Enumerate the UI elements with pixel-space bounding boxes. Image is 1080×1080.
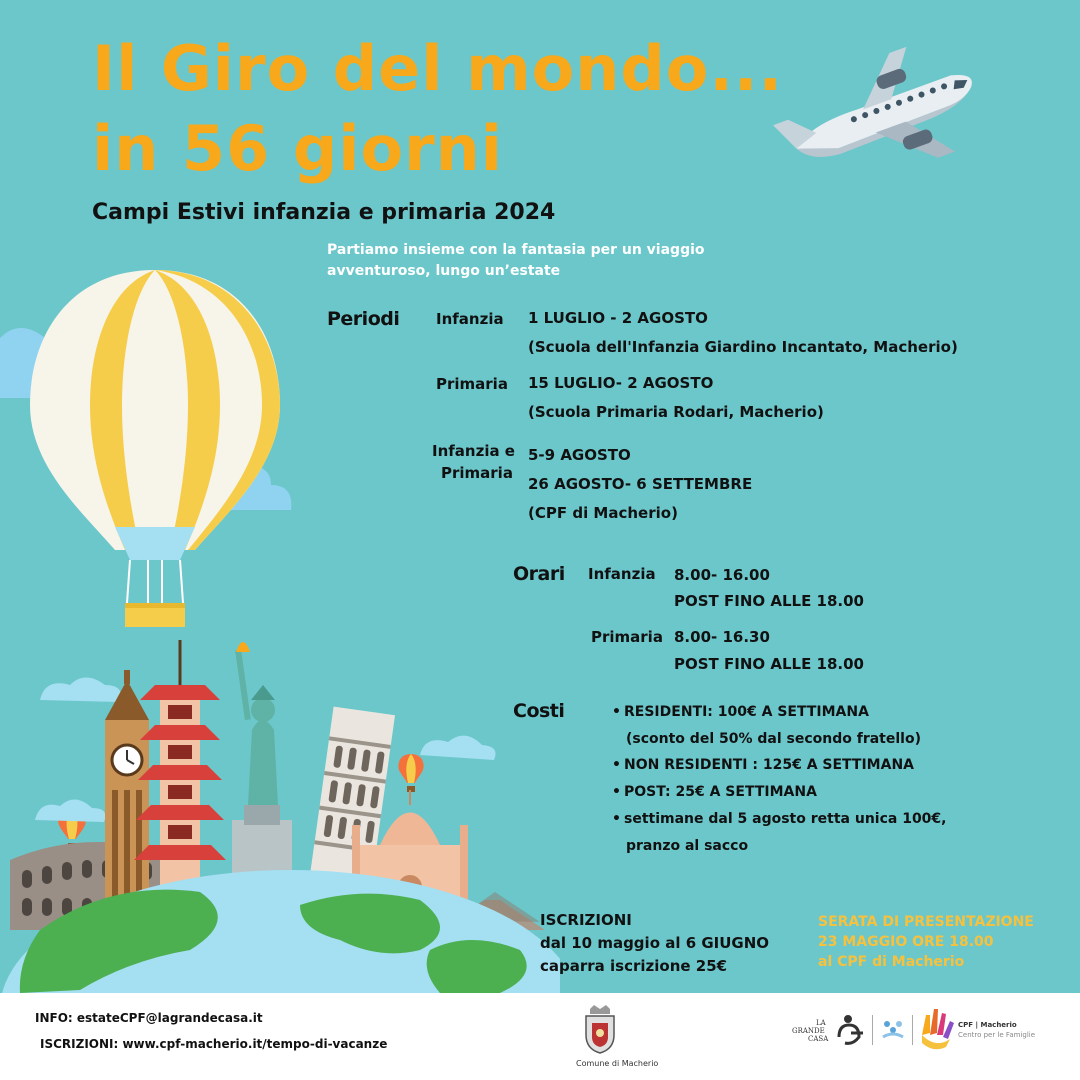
orari-primaria-label: Primaria	[591, 628, 663, 646]
periodi-entrambi-label-1: Infanzia e	[432, 442, 515, 460]
hot-air-balloon-illustration	[30, 265, 280, 645]
periodi-heading: Periodi	[327, 308, 400, 330]
serata-date: 23 MAGGIO ORE 18.00	[818, 934, 994, 950]
costi-heading: Costi	[513, 700, 565, 722]
family-dots-icon	[880, 1017, 906, 1043]
orari-infanzia-label: Infanzia	[588, 565, 656, 583]
footer-info-email[interactable]: INFO: estateCPF@lagrandecasa.it	[35, 1011, 263, 1025]
periodi-primaria-place: (Scuola Primaria Rodari, Macherio)	[528, 403, 824, 421]
intro-line-1: Partiamo insieme con la fantasia per un viaggio	[327, 242, 705, 258]
costi-item-settimane	[612, 810, 947, 828]
periodi-primaria-dates: 15 LUGLIO- 2 AGOSTO	[528, 374, 714, 392]
world-landmarks-illustration	[0, 630, 560, 993]
iscrizioni-dates: dal 10 maggio al 6 GIUGNO	[540, 934, 770, 952]
costi-item-sconto: (sconto del 50% dal secondo fratello)	[626, 731, 921, 747]
costi-item-text: RESIDENTI: 100€ A SETTIMANA	[624, 704, 869, 720]
costi-item-residenti	[612, 703, 869, 721]
comune-label: Comune di Macherio	[576, 1059, 659, 1068]
bullet-icon: •	[612, 757, 621, 773]
lgc-logo-text-3: CASA	[808, 1035, 829, 1043]
periodi-primaria-label: Primaria	[436, 375, 508, 393]
title-line-1: Il Giro del mondo...	[92, 32, 784, 105]
periodi-entrambi-label-2: Primaria	[441, 464, 513, 482]
cpf-logo-title: CPF | Macherio	[958, 1021, 1017, 1029]
costi-item-text: settimane dal 5 agosto retta unica 100€,	[624, 811, 947, 827]
bullet-icon: •	[612, 704, 621, 720]
bullet-icon: •	[612, 811, 621, 827]
costi-item-text: NON RESIDENTI : 125€ A SETTIMANA	[624, 757, 914, 773]
airplane-illustration	[770, 40, 990, 190]
cpf-logo-subtitle: Centro per le Famiglie	[958, 1031, 1036, 1039]
costi-item-post	[612, 783, 817, 801]
periodi-entrambi-dates-1: 5-9 AGOSTO	[528, 446, 631, 464]
logo-divider-2	[912, 1015, 913, 1045]
subtitle: Campi Estivi infanzia e primaria 2024	[92, 200, 556, 225]
orari-infanzia-hours: 8.00- 16.00	[674, 566, 770, 584]
lgc-logo-text-2: GRANDE	[792, 1027, 825, 1035]
costi-item-non-residenti	[612, 756, 914, 774]
serata-title: SERATA DI PRESENTAZIONE	[818, 914, 1034, 930]
periodi-infanzia-dates: 1 LUGLIO - 2 AGOSTO	[528, 309, 708, 327]
orari-primaria-hours: 8.00- 16.30	[674, 628, 770, 646]
comune-crest-icon	[578, 1005, 622, 1055]
orari-primaria-post: POST FINO ALLE 18.00	[674, 655, 864, 673]
intro-text	[327, 240, 747, 282]
iscrizioni-title: ISCRIZIONI	[540, 911, 632, 929]
costi-item-pranzo: pranzo al sacco	[626, 838, 749, 854]
bullet-icon: •	[612, 784, 621, 800]
la-grande-casa-logo-icon	[835, 1011, 867, 1047]
periodi-infanzia-place: (Scuola dell'Infanzia Giardino Incantato, Macherio)	[528, 338, 958, 356]
periodi-entrambi-place: (CPF di Macherio)	[528, 504, 678, 522]
periodi-entrambi-dates-2: 26 AGOSTO- 6 SETTEMBRE	[528, 475, 753, 493]
iscrizioni-caparra: caparra iscrizione 25€	[540, 957, 728, 975]
orari-infanzia-post: POST FINO ALLE 18.00	[674, 592, 864, 610]
costi-item-text: POST: 25€ A SETTIMANA	[624, 784, 817, 800]
footer	[0, 993, 1080, 1080]
cpf-hands-logo-icon	[918, 1005, 956, 1051]
footer-iscrizioni-link[interactable]: ISCRIZIONI: www.cpf-macherio.it/tempo-di-vacanze	[40, 1037, 388, 1051]
serata-place: al CPF di Macherio	[818, 954, 965, 970]
periodi-infanzia-label: Infanzia	[436, 310, 504, 328]
lgc-logo-text-1: LA	[816, 1019, 826, 1027]
title-line-2: in 56 giorni	[92, 112, 504, 185]
orari-heading: Orari	[513, 563, 565, 585]
intro-line-2: avventuroso, lungo un’estate	[327, 263, 561, 279]
logo-divider	[872, 1015, 873, 1045]
